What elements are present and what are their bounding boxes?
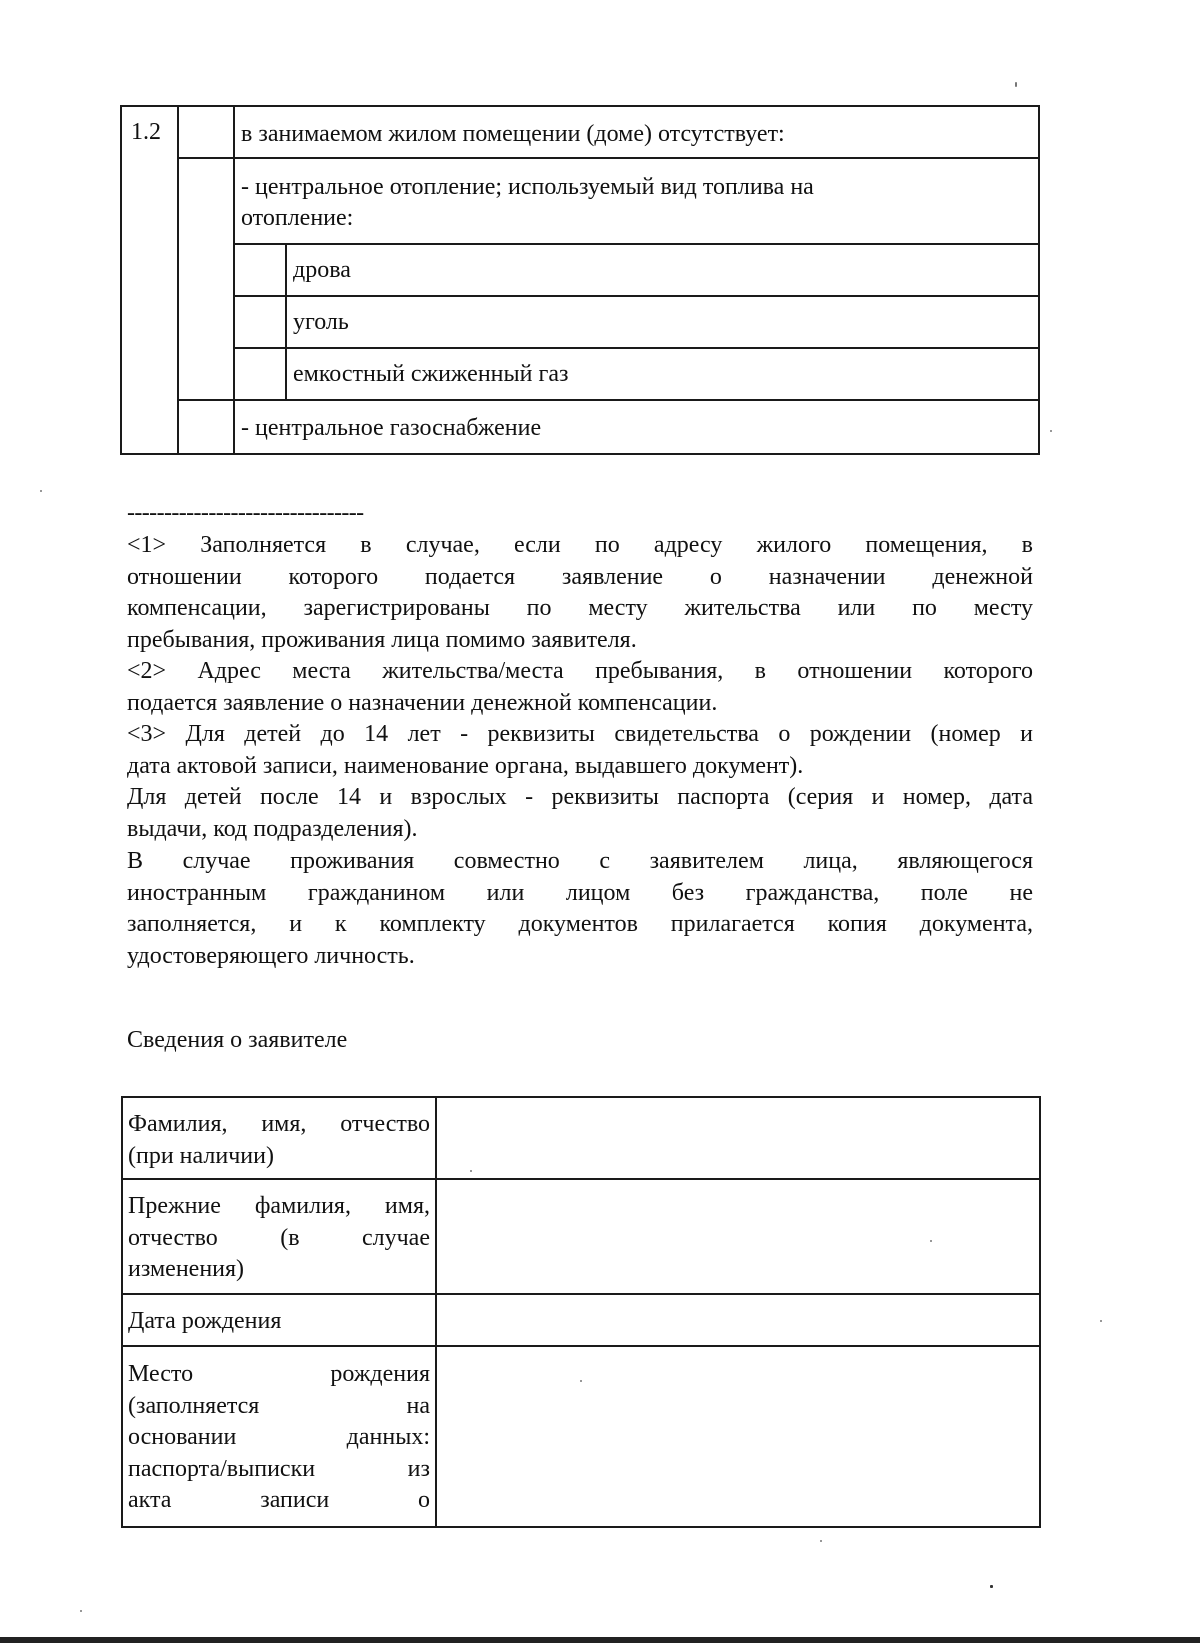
label-line: Фамилия, имя, отчество	[128, 1111, 430, 1137]
footnote-separator: --------------------------------	[127, 500, 364, 526]
label-line: (при наличии)	[128, 1142, 274, 1169]
footnote-3-foreign-line: заполняется, и к комплекту документов прилагается копия документа,	[127, 911, 1033, 937]
footnote-2-line: подается заявление о назначении денежной компенсации.	[127, 689, 718, 716]
label-birth-date	[128, 1306, 430, 1338]
label-line: (заполняется на	[128, 1392, 430, 1419]
scan-bottom-edge	[0, 1637, 1200, 1643]
birth-date-field[interactable]	[437, 1295, 1039, 1345]
label-previous-name	[128, 1191, 430, 1286]
previous-name-field[interactable]	[437, 1180, 1039, 1293]
fuel-option-firewood: дрова	[293, 257, 351, 283]
fuel-option-coal: уголь	[293, 309, 349, 335]
footnote-1-line: компенсации, зарегистрированы по месту жительства или по месту	[127, 595, 1033, 621]
label-line: акта записи о	[128, 1487, 430, 1513]
central-gas: - центральное газоснабжение	[241, 415, 542, 441]
footnote-3-foreign-line: удостоверяющего личность.	[127, 942, 415, 969]
footnote-1-line: отношении которого подается заявление о назначении денежной	[127, 563, 1033, 590]
label-line: Прежние фамилия, имя,	[128, 1193, 430, 1219]
label-line: изменения)	[128, 1256, 245, 1282]
footnote-3-foreign-line: иностранным гражданином или лицом без гражданства, поле не	[127, 879, 1033, 906]
label-birth-place	[128, 1359, 430, 1517]
footnote-3-adults	[127, 782, 1033, 845]
label-line: паспорта/выписки из	[128, 1455, 430, 1482]
footnote-1-line: пребывания, проживания лица помимо заявителя.	[127, 626, 637, 653]
birth-place-field[interactable]	[437, 1347, 1039, 1526]
footnote-3-line: <3> Для детей до 14 лет - реквизиты свидетельства о рождении (номер и	[127, 721, 1033, 747]
absent-header: в занимаемом жилом помещении (доме) отсутствует:	[241, 121, 785, 147]
label-full-name	[128, 1109, 430, 1172]
footnote-1	[127, 530, 1033, 656]
footnote-2	[127, 656, 1033, 719]
row-number: 1.2	[131, 119, 161, 145]
fuel-option-lpg: емкостный сжиженный газ	[293, 361, 569, 387]
label-line: Дата рождения	[128, 1308, 282, 1334]
label-line: отчество (в случае	[128, 1224, 430, 1251]
label-line: Место рождения	[128, 1361, 430, 1387]
central-heating-line1: - центральное отопление; используемый вид топлива на	[241, 174, 814, 200]
footnote-3	[127, 719, 1033, 782]
footnote-3-foreign-line: В случае проживания совместно с заявителем лица, являющегося	[127, 848, 1033, 874]
label-line: основании данных:	[128, 1424, 430, 1450]
footnote-3-adults-line: Для детей после 14 и взрослых - реквизиты паспорта (серия и номер, дата	[127, 784, 1033, 810]
footnote-1-line: <1> Заполняется в случае, если по адресу жилого помещения, в	[127, 532, 1033, 558]
footnote-2-line: <2> Адрес места жительства/места пребывания, в отношении которого	[127, 658, 1033, 684]
footnote-3-foreign	[127, 846, 1033, 972]
footnote-3-adults-line: выдачи, код подразделения).	[127, 815, 418, 842]
footnote-3-line: дата актовой записи, наименование органа, выдавшего документ).	[127, 752, 804, 779]
section-title: Сведения о заявителе	[127, 1027, 348, 1053]
central-heating-line2: отопление:	[241, 205, 354, 231]
full-name-field[interactable]	[437, 1098, 1039, 1178]
